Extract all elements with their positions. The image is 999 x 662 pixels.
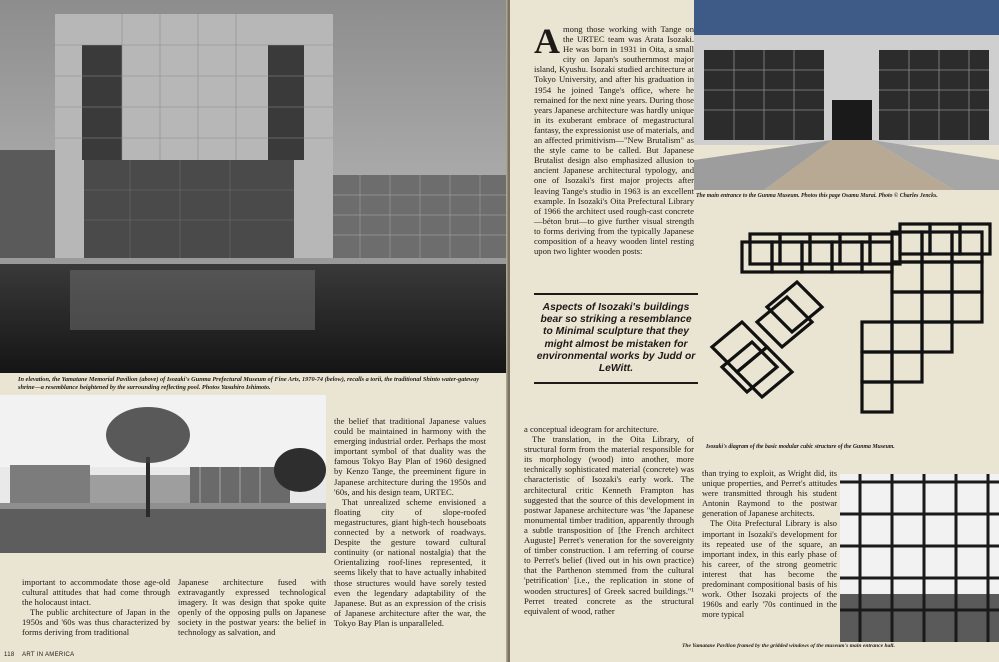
pavilion-photo	[0, 0, 508, 373]
grid-window-photo	[840, 474, 999, 642]
paragraph: The Oita Prefectural Library is also important in Isozaki's development for its repeated use of the square, an important index, in this early phase of his career, of the strong geometric interest that has become the predominant compositional basis of his work. Other Isozaki projects of the 1960s and early '70s continued in the more typical	[702, 519, 837, 620]
paragraph: important to accommodate those age-old cultural attitudes that had come through the holocaust intact.	[22, 577, 170, 608]
paragraph: the belief that traditional Japanese values could be maintained in harmony with the emerging industrial order. Perhaps the most important symbol of that duality was the famous Tokyo Bay Plan of 1960 designed by Kenzo Tange, the preeminent figure in Japanese architecture during the 1950s and '60s, and his design team, URTEC.	[334, 416, 486, 497]
museum-photo	[0, 395, 326, 553]
right-page	[510, 0, 999, 662]
paragraph: than trying to exploit, as Wright did, its unique properties, and Perret's attitudes were transmitted through his student Antonin Raymond to the postwar generation of Japanese architects.	[702, 469, 837, 519]
paragraph-text: mong those working with Tange on the URTEC team was Arata Isozaki. He was born in 1931 in Oita, a small city on Japan's southernmost major island, Kyushu. Isozaki studied architecture at Tokyo University, and after his graduation in 1954 he joined Tange's office, where he remained for the next nine years. During those years Japanese architecture was hardly unique in its exuberant embrace of megastructural fantasy, the expressionist use of materials, and an affected primitivism—"New Brutalism" as the style came to be called. But Japanese Brutalist design also emphasized allusion to ancient Japanese architectural typology, and one of Isozaki's first major projects after leaving Tange's studio in 1963 is an excellent example. In Isozaki's Oita Prefectural Library of 1966 the architect used rough-cast concrete—béton brut—to give further visual strength to forms deriving from the typically Japanese composition of a heavy wooden lintel resting upon two lighter wooden posts:	[534, 24, 694, 257]
paragraph: That unrealized scheme envisioned a floating city of slope-roofed megastructures, giant high-tech houseboats connected by a network of roadways. Despite the gesture toward cultural continuity (or national nostalgia) that the Orientalizing roof-lines represented, it seems likely that to have actually inhabited those structures would have sorely tested even the legendary adaptability of the Japanese. But as an expression of the crisis of Japanese architecture after the war, the Tokyo Bay Plan is unparalleled.	[334, 496, 486, 628]
right-page-col-1b	[524, 424, 694, 616]
caption-top: In elevation, the Yamatane Memorial Pavilion (above) of Isozaki's Gunma Prefectural Museum of Fine Arts, 1970-74 (below), recalls a torii, the traditional Shinto water-gateway shrine—a resemblance heightened by the surrounding reflecting pool. Photos Yasuhiro Ishimoto.	[18, 376, 480, 391]
caption-diagram: Isozaki's diagram of the basic modular cubic structure of the Gunma Museum.	[706, 444, 895, 450]
dropcap: A	[534, 21, 560, 61]
folio	[4, 652, 80, 658]
left-page-col-2	[178, 577, 326, 638]
left-page-col-1	[22, 577, 170, 638]
pull-quote: Aspects of Isozaki's buildings bear so striking a resemblance to Minimal sculpture that they might almost be mistaken for environmental works by Judd or LeWitt.	[534, 293, 698, 384]
entrance-photo	[694, 0, 999, 190]
left-page-col-3	[334, 416, 486, 628]
right-page-col-2	[702, 469, 837, 620]
paragraph	[534, 21, 694, 257]
paragraph: Japanese architecture fused with extravagantly expressed technological imagery. It was design that spoke quite openly of the opposing pulls on Japanese society in the postwar years: the belief in technology as salvation, and	[178, 577, 326, 638]
caption-window: The Yamatane Pavilion framed by the gridded windows of the museum's main entrance hall.	[682, 643, 895, 649]
right-page-col-1	[534, 21, 694, 257]
paragraph: The public architecture of Japan in the 1950s and '60s was thus characterized by forms deriving from traditional	[22, 607, 170, 638]
paragraph: The translation, in the Oita Library, of structural form from the material responsible for its morphology (wood) into another, more technically sophisticated material (concrete) was characteristic of Isozaki's early work. The architectural critic Kenneth Frampton has suggested that the source of this development in postwar Japanese architecture was "the Japanese monumental timber tradition, apparently through a subtle transposition of [the French architect Auguste] Perret's veneration for the sovereignty of timber construction. I am referring of course to Perret's belief (lived out in his own practice) that the Parthenon stemmed from the cultural 'petrification' [i.e., the replication in stone of wooden structures] of Greek sacred buildings."¹ Perret treated concrete as the structural equivalent of wood, rather	[524, 434, 694, 616]
page-number: 118	[4, 652, 15, 658]
paragraph: a conceptual ideogram for architecture.	[524, 424, 659, 434]
magazine-name: ART IN AMERICA	[22, 652, 75, 658]
caption-entrance: The main entrance to the Gunma Museum. Photos this page Osamu Murai. Photo © Charles Jencks.	[696, 193, 938, 199]
cube-diagram	[702, 212, 999, 438]
